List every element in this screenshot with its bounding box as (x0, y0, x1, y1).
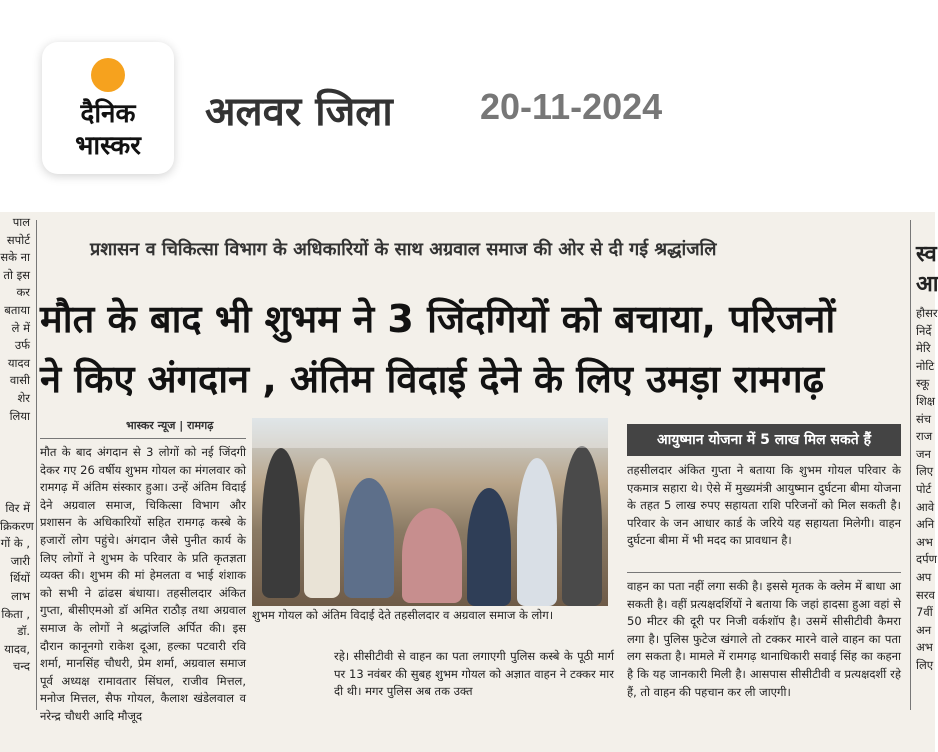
edition-date: 20-11-2024 (480, 86, 663, 127)
article-subhead: प्रशासन व चिकित्सा विभाग के अधिकारियों के साथ अग्रवाल समाज की ओर से दी गई श्रद्धांजलि (90, 239, 717, 260)
article-column-2: रहे। सीसीटीवी से वाहन का पता लगाएगी पुलिस कस्बे के पूठी मार्ग पर 13 नवंबर की सुबह शुभम गोयल को अज्ञात वाहन ने टक्कर मार दी थी। मगर पुलिस अब तक उक्त (334, 649, 614, 699)
photo-sky (252, 418, 608, 448)
dainik-bhaskar-logo (42, 42, 174, 174)
column-rule-left (36, 220, 37, 710)
right-fragment-body: हौसर निर्दे मेरि नोटि स्कू शिक्ष संच राज जन लिए पोर्ट आवे अनि अभ दर्पण अप सरव 7वीं अन अभ लिए (916, 306, 938, 672)
photo-figure (262, 448, 300, 598)
right-fragment-head: स्व आ (916, 242, 938, 297)
logo-line2: भास्कर (75, 131, 141, 161)
page-header (0, 0, 935, 200)
box-rule (627, 572, 901, 573)
photo-figure (402, 508, 462, 603)
edition-title: अलवर जिला (205, 89, 393, 135)
article-column-3-bottom: वाहन का पता नहीं लगा सकी है। इससे मृतक के क्लेम में बाधा आ सकती है। वहीं प्रत्यक्षदर्शियों ने बताया कि जहां हादसा हुआ वहां से 50 मीटर की दूरी पर निजी वर्कशॉप है। उसमें सीसीटीवी कैमरा लगा है। पुलिस फुटेज खंगाले तो टक्कर मारने वाले वाहन का पता लग सकता है। मामले में रामगढ़ थानाधिकारी सवाई सिंह का कहना है कि यह जानकारी मिली है। आसपास सीसीटीवी व प्रत्यक्षदर्शी रहे हैं, तो वाहन की पहचान कर ली जाएगी। (627, 579, 901, 699)
photo-figure (517, 458, 557, 606)
column-rule-right (910, 220, 911, 710)
headline-line2: ने किए अंगदान , अंतिम विदाई देने के लिए उमड़ा रामगढ़ (40, 357, 824, 401)
byline-rule (40, 438, 246, 439)
left-fragment-top: पाल सपोर्ट सके ना तो इस कर बताया ले में उर्फ यादव वासी शेर लिया (0, 215, 30, 423)
article-column-3-top: तहसीलदार अंकित गुप्ता ने बताया कि शुभम गोयल परिवार के एकमात्र सहारा थे। ऐसे में मुख्यमंत्री आयुष्मान दुर्घटना बीमा योजना के तहत 5 लाख रुपए सहायता राशि परिजनों को मिल सकती है। परिवार के जन आधार कार्ड के जरिये यह सहायता मिलेगी। वाहन दुर्घटना बीमा में भी मदद का प्रावधान है। (627, 463, 901, 548)
ayushman-box-title: आयुष्मान योजना में 5 लाख मिल सकते हैं (627, 424, 901, 456)
article-column-1: मौत के बाद अंगदान से 3 लोगों को नई जिंदगी देकर गए 26 वर्षीय शुभम गोयल का मंगलवार को रामगढ़ में अंतिम संस्कार हुआ। उन्हें अंतिम विदाई देने अग्रवाल समाज, चिकित्सा विभाग और प्रशासन के अधिकारियों सहित रामगढ़ कस्बे के हजारों लोग पहुंचे। अंगदान जैसे पुनीत कार्य के लिए लोगों ने शुभम के परिवार के प्रति कृतज्ञता व्यक्त की। शुभम की मां हेमलता व भाई शंशाक को सभी ने ढांढस बंधाया। तहसीलदार अंकित गुप्ता, बीसीएमओ डॉ अमित राठौड़ तथा अग्रवाल समाज के लोगों ने श्रद्धांजलि अर्पित की। इस दौरान कानूनगो राकेश दूआ, हल्का पटवारी रवि शर्मा, मानसिंह चौधरी, प्रेम शर्मा, अग्रवाल समाज पूर्व अध्यक्ष रामावतार सिंघल, राजीव मित्तल, मनोज मित्तल, सैफ गोयल, कैलाश खंडेलवाल व नरेन्द्र चौधरी आदि मौजूद (40, 445, 246, 723)
left-fragment-bottom: विर में क्रिकरण गों के , जारी र्थियों लाभ किता , डॉ. यादव, चन्द (0, 501, 34, 674)
photo-figure (344, 478, 394, 598)
funeral-photo (252, 418, 608, 606)
logo-sun-icon (91, 58, 125, 92)
logo-line1: दैनिक (80, 99, 136, 129)
photo-figure (467, 488, 511, 606)
photo-figure (304, 458, 340, 598)
byline: भास्कर न्यूज | रामगढ़ (126, 419, 214, 432)
headline-line1: मौत के बाद भी शुभम ने 3 जिंदगियों को बचाया, परिजनों (40, 297, 836, 341)
photo-figure (562, 446, 602, 606)
photo-caption: शुभम गोयल को अंतिम विदाई देते तहसीलदार व अग्रवाल समाज के लोग। (252, 608, 554, 622)
